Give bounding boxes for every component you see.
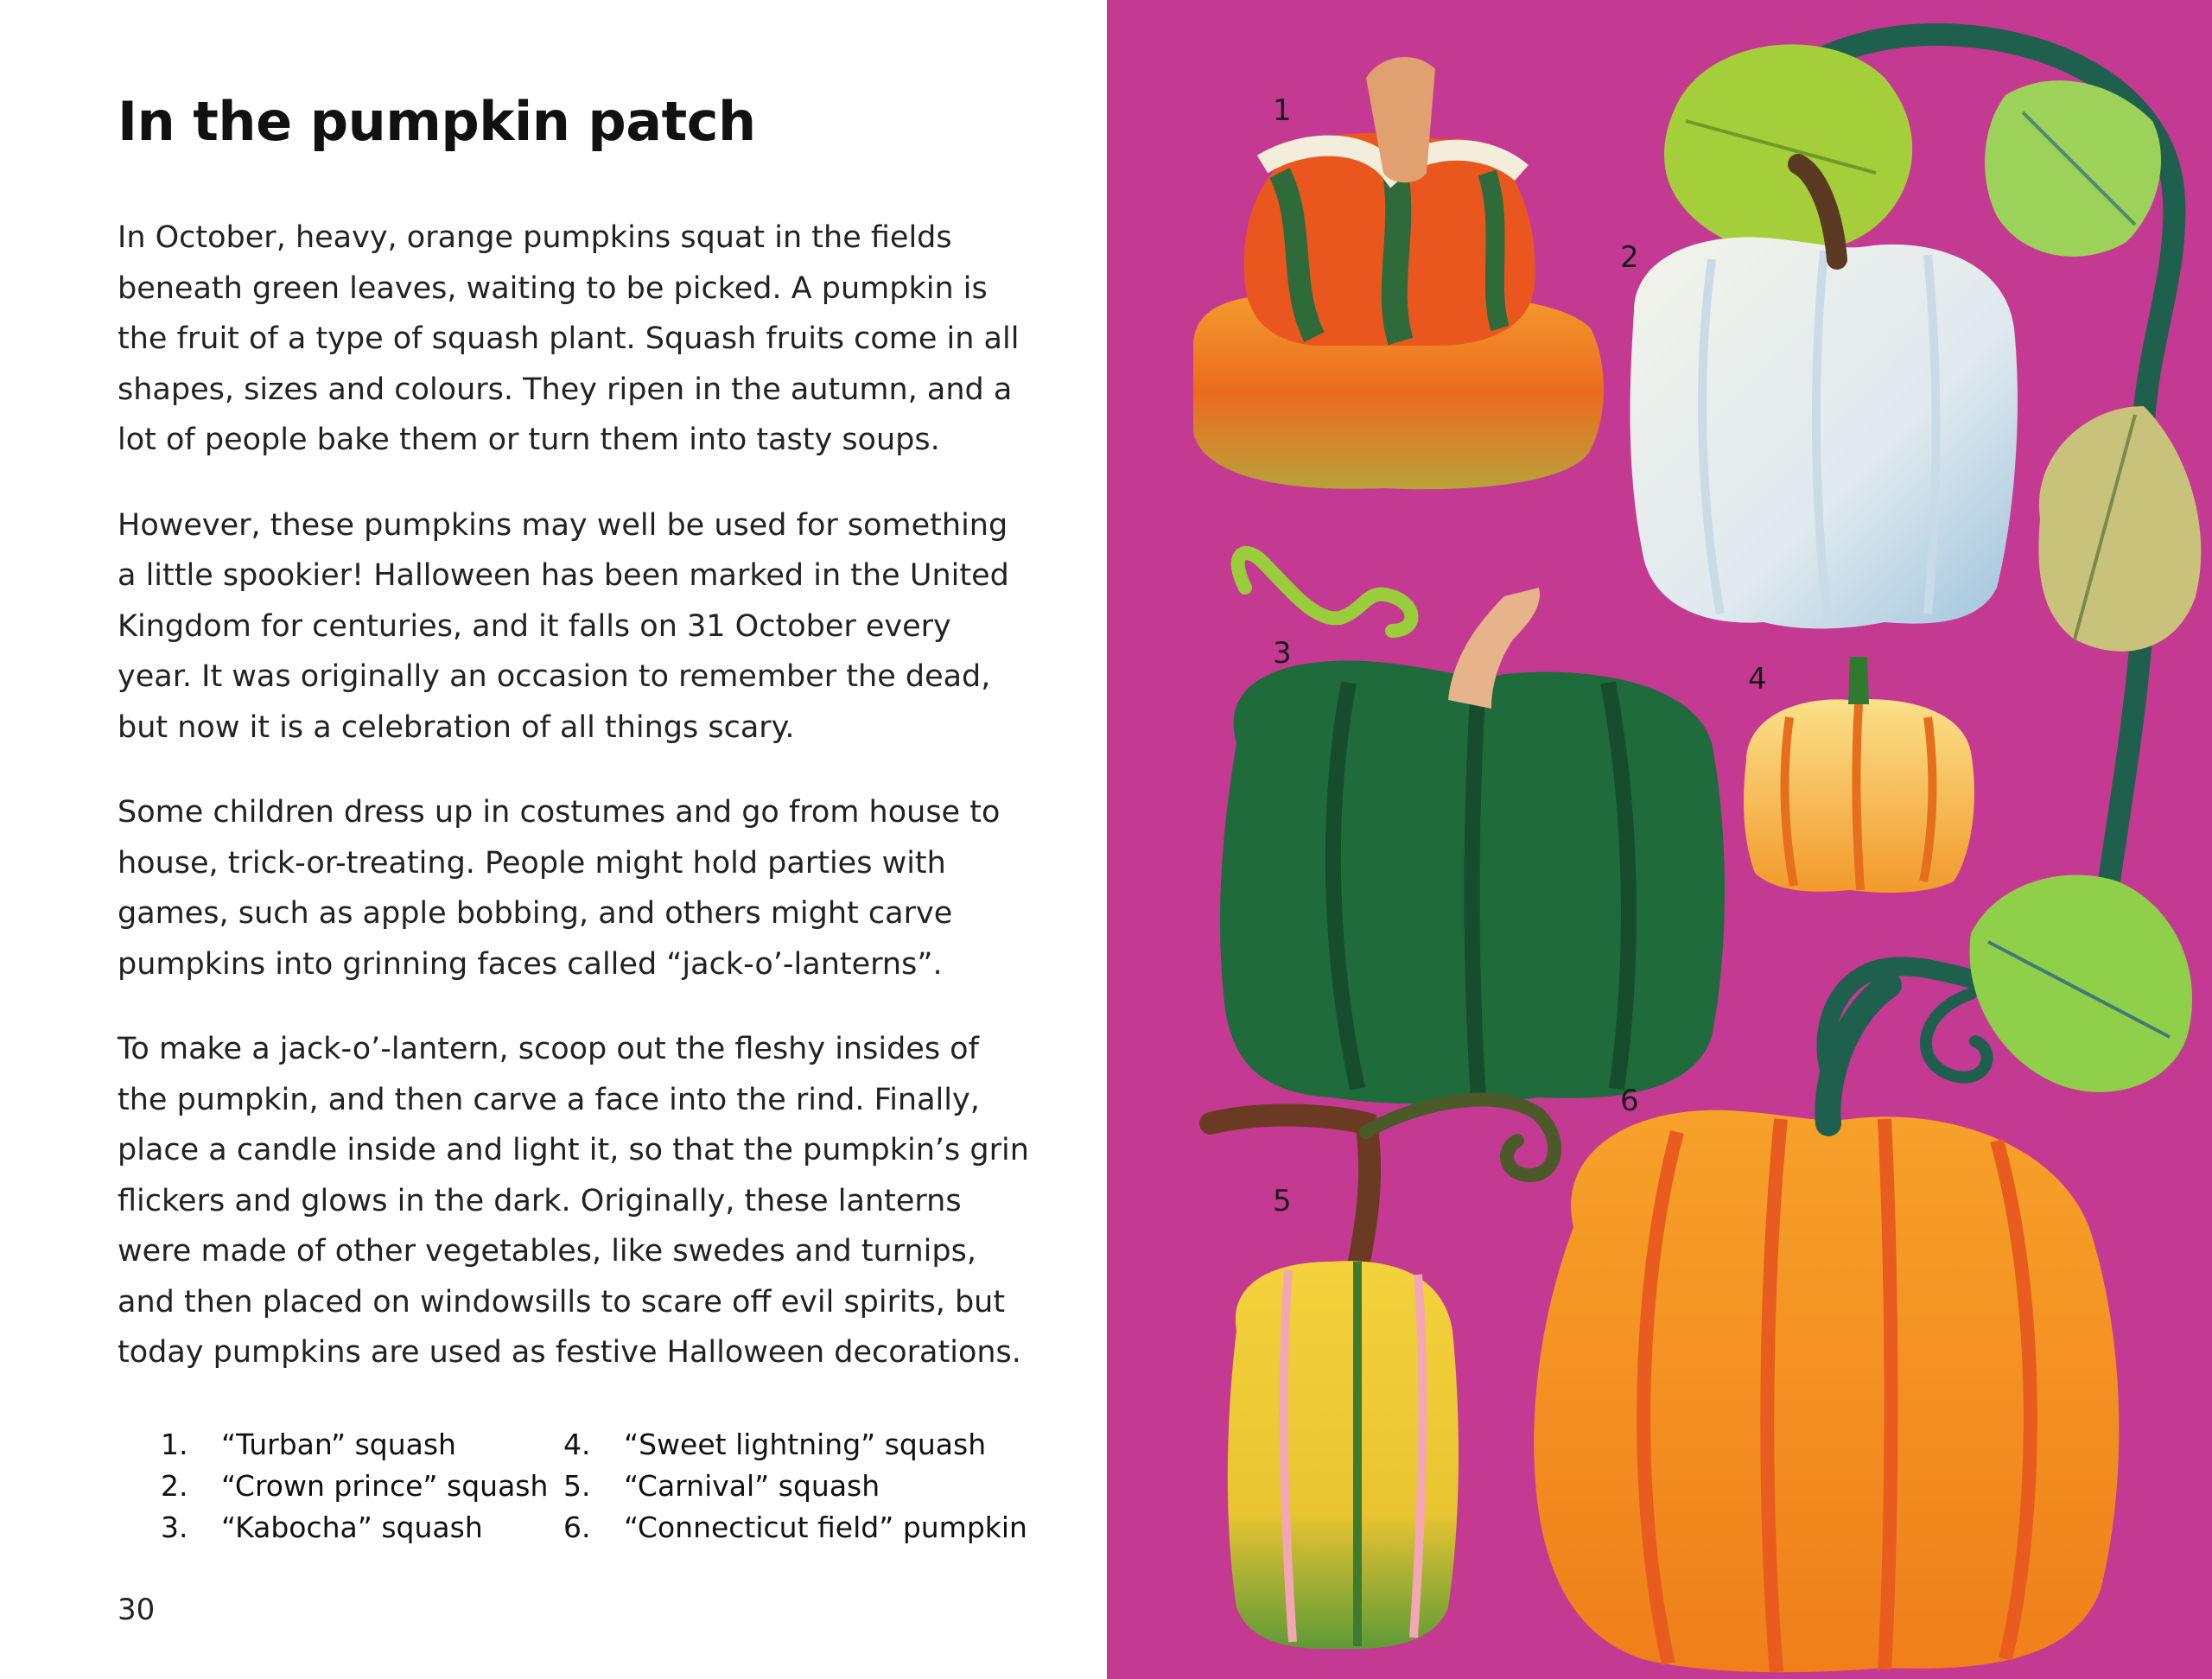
- figure-label-5: 5: [1273, 1184, 1292, 1218]
- legend-text: “Sweet lightning” squash: [624, 1428, 987, 1461]
- squash-legend-left: [161, 1424, 548, 1549]
- kabocha-squash-illustration: [1220, 553, 1725, 1104]
- paragraph: However, these pumpkins may well be used for something a little spookier! Halloween has been marked in the United Kingdom for centuries, and it falls on 31 October every year. It was originally an occasion to remember the dead, but now it is a celebration of all things scary.: [118, 507, 1009, 745]
- legend-number: 4.: [563, 1428, 591, 1461]
- squash-legend-right: [563, 1424, 1027, 1549]
- pumpkin-illustration: [1107, 0, 2212, 1679]
- carnival-squash-illustration: [1211, 1100, 1554, 1650]
- legend-number: 5.: [563, 1469, 591, 1503]
- crown-prince-squash-illustration: [1630, 164, 2018, 629]
- legend-item: [563, 1466, 1027, 1507]
- legend-item: [563, 1507, 1027, 1549]
- legend-item: [161, 1466, 548, 1507]
- figure-label-1: 1: [1273, 93, 1292, 128]
- legend-item: [563, 1424, 1027, 1466]
- legend-number: 1.: [161, 1428, 188, 1461]
- figure-label-3: 3: [1273, 636, 1292, 671]
- page-title: In the pumpkin patch: [118, 90, 756, 153]
- legend-item: [161, 1507, 548, 1549]
- sweet-lightning-squash-illustration: [1744, 657, 1974, 893]
- figure-label-4: 4: [1748, 662, 1767, 696]
- legend-text: “Connecticut field” pumpkin: [624, 1510, 1027, 1544]
- legend-text: “Turban” squash: [221, 1428, 456, 1461]
- body-text: [118, 213, 1033, 1413]
- legend-number: 2.: [161, 1469, 188, 1503]
- legend-item: [161, 1424, 548, 1466]
- figure-label-6: 6: [1620, 1084, 1639, 1118]
- illustration-page: [1107, 0, 2212, 1679]
- legend-text: “Kabocha” squash: [221, 1510, 483, 1544]
- paragraph: In October, heavy, orange pumpkins squat in the fields beneath green leaves, waiting to be picked. A pumpkin is the fruit of a type of squash plant. Squash fruits come in all shapes, sizes and colours. They ripen in the autumn, and a lot of people bake them or turn them into tasty soups.: [118, 220, 1020, 457]
- paragraph: To make a jack-o’-lantern, scoop out the fleshy insides of the pumpkin, and then carve a face into the rind. Finally, place a candle inside and light it, so that the pumpkin’s grin flickers and glows in the dark. Originally, these lanterns were made of other vegetables, like swedes and turnips, and then placed on windowsills to scare off evil spirits, but today pumpkins are used as festive Halloween decorations.: [118, 1032, 1029, 1370]
- figure-label-2: 2: [1620, 240, 1639, 275]
- legend-number: 3.: [161, 1510, 188, 1544]
- legend-text: “Carnival” squash: [624, 1469, 880, 1503]
- paragraph: Some children dress up in costumes and go from house to house, trick-or-treating. People might hold parties with games, such as apple bobbing, and others might carve pumpkins into grinning faces called “jack-o’-lanterns”.: [118, 795, 1001, 982]
- turban-squash-illustration: [1193, 57, 1604, 489]
- legend-text: “Crown prince” squash: [221, 1469, 549, 1503]
- legend-number: 6.: [563, 1510, 591, 1544]
- page-number: 30: [118, 1593, 156, 1627]
